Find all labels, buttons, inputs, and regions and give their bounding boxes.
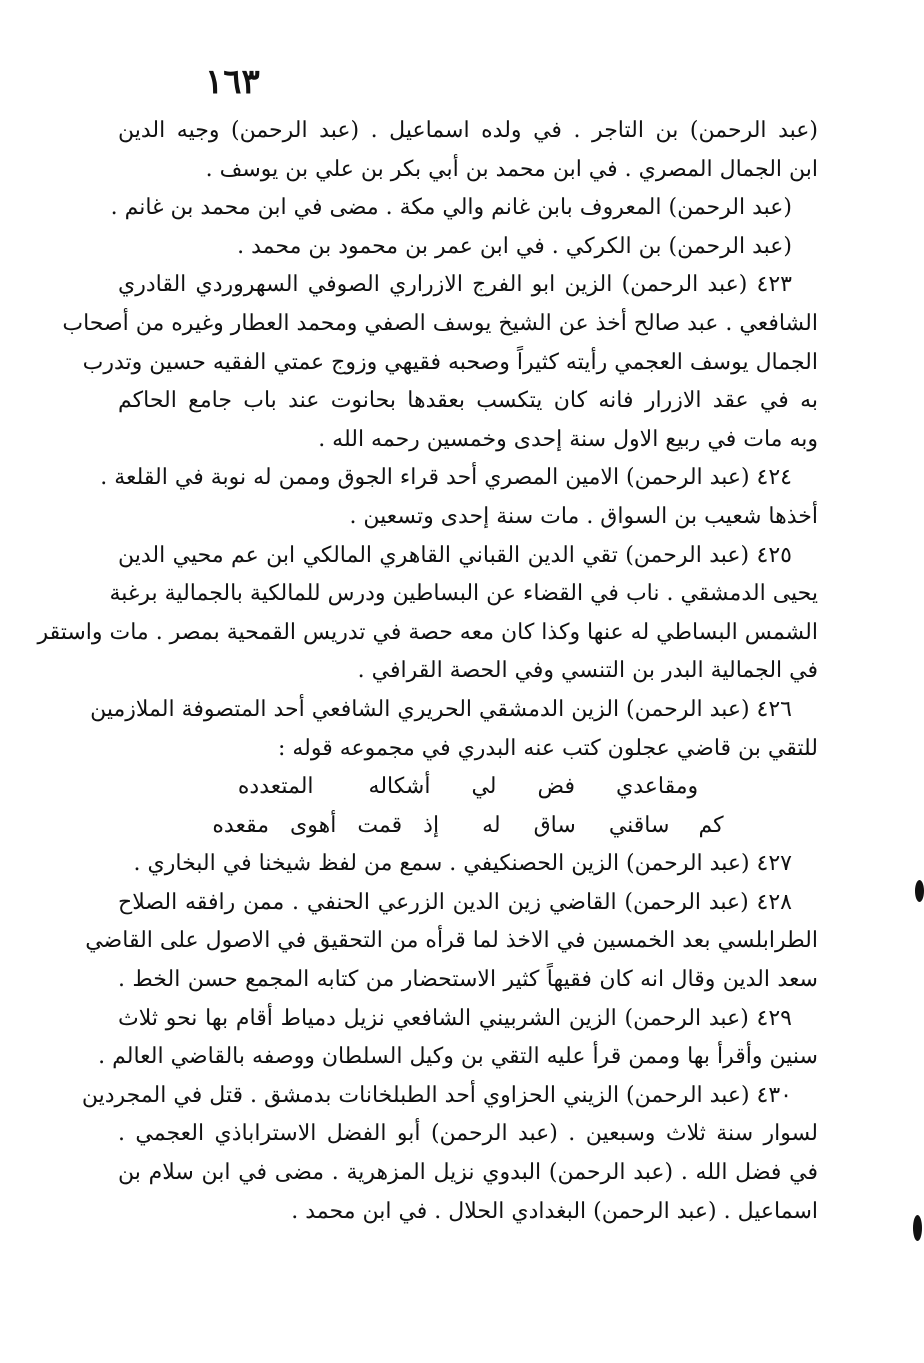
text-line: أخذها شعيب بن السواق . مات سنة إحدى وتسعين . — [349, 503, 818, 529]
text-line: وبه مات في ربيع الاول سنة إحدى وخمسين رحمه الله . — [318, 426, 818, 452]
text-line: يحيى الدمشقي . ناب في القضاء عن البساطين ودرس للمالكية بالجمالية برغبة — [109, 581, 818, 607]
entry-425-heading: ٤٢٥ (عبد الرحمن) تقي الدين القباني القاهري المالكي ابن عم محيي الدين — [118, 542, 792, 568]
text-line: الشمس البساطي له عنها وكذا كان معه حصة في تدريس القمحية بمصر . مات واستقر — [37, 619, 818, 645]
verse-word: قمت — [357, 812, 403, 838]
page-number: ١٦٣ — [205, 62, 260, 102]
text-line: في فضل الله . (عبد الرحمن) البدوي نزيل المزهرية . مضى في ابن سلام بن — [118, 1160, 818, 1186]
margin-ink-mark — [913, 1215, 922, 1241]
verse-word: فض — [537, 774, 575, 800]
text-line: ابن الجمال المصري . في ابن محمد بن أبي بكر بن علي بن يوسف . — [205, 156, 818, 182]
text-line: اسماعيل . (عبد الرحمن) البغدادي الحلال . في ابن محمد . — [291, 1198, 818, 1224]
margin-ink-mark — [915, 880, 924, 902]
text-line: سعد الدين وقال انه كان فقيهاً كثير الاستحضار من كتابه المجمع حسن الخط . — [118, 967, 818, 993]
poem-verse-1 — [118, 768, 818, 807]
verse-word: له — [482, 812, 501, 838]
verse-word: المتعدده — [237, 774, 314, 800]
text-line: في الجمالية البدر بن التنسي وفي الحصة القرافي . — [357, 658, 818, 684]
verse-word: أهوى — [290, 812, 337, 838]
text-line: الطرابلسي بعد الخمسين في الاخذ لما قرأه من التحقيق في الاصول على القاضي — [85, 928, 818, 954]
text-line: الشافعي . عبد صالح أخذ عن الشيخ يوسف الصفي ومحمد العطار وغيره من أصحاب — [62, 310, 818, 336]
entry-429-heading: ٤٢٩ (عبد الرحمن) الزين الشربيني الشافعي نزيل دمياط أقام بها نحو ثلاث — [118, 1005, 792, 1031]
text-line: (عبد الرحمن) المعروف بابن غانم والي مكة . مضى في ابن محمد بن غانم . — [110, 195, 792, 221]
text-line: (عبد الرحمن) بن التاجر . في ولده اسماعيل . (عبد الرحمن) وجيه الدين — [118, 118, 818, 143]
text-line: سنين وأقرأ بها وممن قرأ عليه التقي بن وكيل السلطان ووصفه بالقاضي العالم . — [98, 1044, 818, 1070]
text-line: به في عقد الازرار فانه كان يتكسب بعقدها بحانوت عند باب جامع الحاكم — [118, 388, 818, 414]
verse-word: إذ — [423, 812, 440, 838]
verse-word: ساق — [533, 812, 576, 838]
verse-word: ساقني — [608, 812, 670, 838]
entry-426-heading: ٤٢٦ (عبد الرحمن) الزين الدمشقي الحريري الشافعي أحد المتصوفة الملازمين — [90, 696, 792, 722]
verse-word: كم — [698, 812, 724, 838]
text-line: الجمال يوسف العجمي رأيته كثيراً وصحبه فقيهي وزوج عمتي الفقيه حسين وتدرب — [82, 349, 818, 375]
entry-428-heading: ٤٢٨ (عبد الرحمن) القاضي زين الدين الزرعي الحنفي . ممن رافقه الصلاح — [118, 889, 792, 915]
verse-word: لي — [471, 774, 497, 800]
entry-427-heading: ٤٢٧ (عبد الرحمن) الزين الحصنكيفي . سمع من لفظ شيخنا في البخاري . — [133, 851, 792, 877]
poem-verse-2 — [118, 807, 818, 846]
entry-423-heading: ٤٢٣ (عبد الرحمن) الزين ابو الفرج الازراري الصوفي السهروردي القادري — [118, 272, 792, 298]
verse-word: أشكاله — [368, 774, 431, 800]
verse-word: مقعده — [212, 812, 270, 838]
text-line: لسوار سنة ثلاث وسبعين . (عبد الرحمن) أبو الفضل الاستراباذي العجمي . — [118, 1121, 818, 1147]
text-line: (عبد الرحمن) بن الكركي . في ابن عمر بن محمود بن محمد . — [237, 233, 792, 259]
entry-424-heading: ٤٢٤ (عبد الرحمن) الامين المصري أحد قراء الجوق وممن له نوبة في القلعة . — [100, 465, 792, 491]
main-text — [37, 112, 818, 1231]
verse-word: ومقاعدي — [615, 774, 699, 800]
text-line: للتقي بن قاضي عجلون كتب عنه البدري في مجموعه قوله : — [277, 735, 818, 761]
entry-430-heading: ٤٣٠ (عبد الرحمن) الزيني الحزاوي أحد الطبلخانات بدمشق . قتل في المجردين — [81, 1082, 792, 1108]
